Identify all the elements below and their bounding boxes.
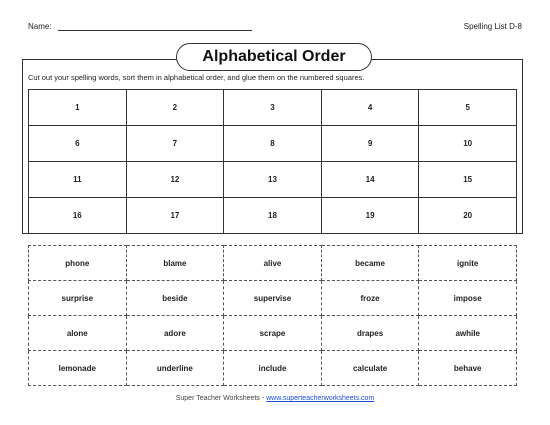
- word-card: awhile: [419, 316, 517, 351]
- word-card: ignite: [419, 246, 517, 281]
- word-card: became: [321, 246, 419, 281]
- number-square: 18: [224, 198, 322, 234]
- word-card: include: [224, 351, 322, 386]
- number-square: 9: [321, 126, 419, 162]
- word-card: alone: [29, 316, 127, 351]
- number-square: 15: [419, 162, 517, 198]
- number-square: 13: [224, 162, 322, 198]
- word-card: impose: [419, 281, 517, 316]
- number-square: 19: [321, 198, 419, 234]
- word-cutout-grid: [28, 245, 517, 386]
- number-square: 8: [224, 126, 322, 162]
- footer: [0, 395, 550, 402]
- number-square: 4: [321, 90, 419, 126]
- word-card: underline: [126, 351, 224, 386]
- word-card: blame: [126, 246, 224, 281]
- word-card-row: [29, 246, 517, 281]
- spelling-list-label: Spelling List D-8: [463, 22, 522, 31]
- word-card-row: [29, 351, 517, 386]
- worksheet-title: Alphabetical Order: [176, 43, 372, 71]
- footer-link[interactable]: www.superteacherworksheets.com: [266, 395, 375, 402]
- number-square: 14: [321, 162, 419, 198]
- number-square: 20: [419, 198, 517, 234]
- word-card: supervise: [224, 281, 322, 316]
- number-square: 12: [126, 162, 224, 198]
- number-square: 17: [126, 198, 224, 234]
- word-card: behave: [419, 351, 517, 386]
- number-square-row: [29, 126, 517, 162]
- word-card: beside: [126, 281, 224, 316]
- numbered-grid: [28, 89, 517, 234]
- worksheet-header: [28, 20, 522, 34]
- number-square: 6: [29, 126, 127, 162]
- word-card-row: [29, 316, 517, 351]
- number-square-row: [29, 90, 517, 126]
- number-square: 2: [126, 90, 224, 126]
- word-card: surprise: [29, 281, 127, 316]
- word-card: alive: [224, 246, 322, 281]
- number-square-row: [29, 198, 517, 234]
- word-card-row: [29, 281, 517, 316]
- number-square: 10: [419, 126, 517, 162]
- word-card: drapes: [321, 316, 419, 351]
- word-card: adore: [126, 316, 224, 351]
- word-card: lemonade: [29, 351, 127, 386]
- footer-text: Super Teacher Worksheets -: [175, 395, 267, 402]
- name-line[interactable]: [58, 30, 252, 31]
- number-square: 1: [29, 90, 127, 126]
- number-square: 11: [29, 162, 127, 198]
- number-square: 16: [29, 198, 127, 234]
- number-square: 3: [224, 90, 322, 126]
- number-square: 5: [419, 90, 517, 126]
- number-square-row: [29, 162, 517, 198]
- name-label: Name:: [28, 22, 52, 31]
- word-card: phone: [29, 246, 127, 281]
- number-square: 7: [126, 126, 224, 162]
- instructions: Cut out your spelling words, sort them in alphabetical order, and glue them on the numbered squares.: [28, 73, 365, 82]
- word-card: froze: [321, 281, 419, 316]
- word-card: calculate: [321, 351, 419, 386]
- word-card: scrape: [224, 316, 322, 351]
